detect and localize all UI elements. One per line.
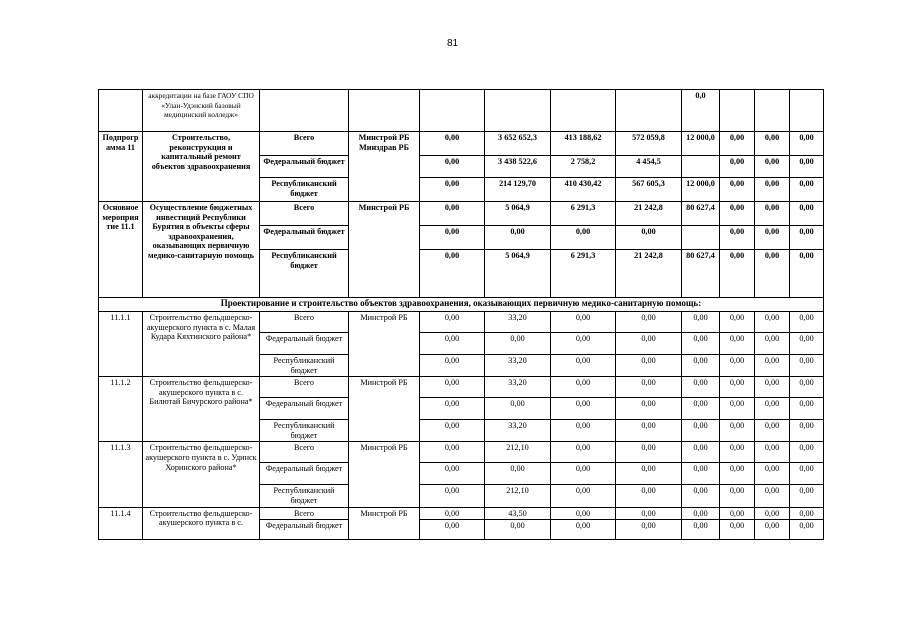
- value-cell: 0,00: [720, 377, 755, 398]
- value-cell: 0,00: [420, 507, 485, 520]
- funding-source: Всего: [260, 442, 349, 463]
- value-cell: 0,00: [720, 485, 755, 507]
- value-cell: 0,00: [720, 442, 755, 463]
- value-cell: 0,00: [720, 463, 755, 485]
- value-cell: 212,10: [485, 485, 551, 507]
- value-cell: 0,00: [420, 485, 485, 507]
- row-code: 11.1.4: [99, 507, 143, 540]
- row-name: Осуществление бюджетных инвестиций Республики Бурятия в объекты сферы здравоохранения, оказывающих первичную медико-санитарную помощь: [143, 202, 260, 298]
- row-executor: Минстрой РБ: [349, 442, 420, 507]
- value-cell: 5 064,9: [485, 250, 551, 298]
- funding-source: Федеральный бюджет: [260, 463, 349, 485]
- funding-source: Республиканский бюджет: [260, 485, 349, 507]
- value-cell: 0,00: [420, 377, 485, 398]
- value-cell: 0,00: [485, 398, 551, 420]
- value-cell: 0,0: [682, 90, 720, 132]
- value-cell: 0,00: [551, 312, 616, 333]
- value-cell: 80 627,4: [682, 250, 720, 298]
- value-cell: 0,00: [720, 333, 755, 355]
- row-code: Основное мероприятие 11.1: [99, 202, 143, 298]
- value-cell: 0,00: [682, 442, 720, 463]
- value-cell: 0,00: [720, 226, 755, 250]
- value-cell: 0,00: [616, 398, 682, 420]
- value-cell: 0,00: [720, 420, 755, 442]
- value-cell: 0,00: [616, 442, 682, 463]
- funding-source: Всего: [260, 507, 349, 520]
- value-cell: 0,00: [720, 156, 755, 178]
- value-cell: 12 000,0: [682, 178, 720, 202]
- value-cell: 0,00: [790, 398, 824, 420]
- value-cell: 0,00: [755, 420, 790, 442]
- row-name: Строительство, реконструкция и капитальный ремонт объектов здравоохранения: [143, 132, 260, 202]
- value-cell: 33,20: [485, 377, 551, 398]
- value-cell: 0,00: [616, 507, 682, 520]
- value-cell: 0,00: [682, 398, 720, 420]
- value-cell: 33,20: [485, 355, 551, 377]
- funding-source: Федеральный бюджет: [260, 226, 349, 250]
- row-code: 11.1.1: [99, 312, 143, 377]
- value-cell: 0,00: [720, 178, 755, 202]
- value-cell: 0,00: [720, 355, 755, 377]
- value-cell: 0,00: [720, 520, 755, 540]
- value-cell: 0,00: [616, 355, 682, 377]
- value-cell: 0,00: [485, 463, 551, 485]
- value-cell: 0,00: [755, 202, 790, 226]
- value-cell: 0,00: [551, 463, 616, 485]
- value-cell: 0,00: [420, 463, 485, 485]
- value-cell: 0,00: [420, 250, 485, 298]
- table-row: [99, 442, 824, 463]
- value-cell: 33,20: [485, 312, 551, 333]
- value-cell: 0,00: [551, 442, 616, 463]
- value-cell: 0,00: [420, 420, 485, 442]
- value-cell: 0,00: [420, 442, 485, 463]
- value-cell: 2 758,2: [551, 156, 616, 178]
- value-cell: 413 188,62: [551, 132, 616, 156]
- value-cell: 0,00: [616, 420, 682, 442]
- value-cell: 0,00: [616, 463, 682, 485]
- value-cell: 0,00: [790, 377, 824, 398]
- value-cell: 212,10: [485, 442, 551, 463]
- value-cell: 21 242,8: [616, 250, 682, 298]
- value-cell: 0,00: [755, 333, 790, 355]
- value-cell: 0,00: [790, 312, 824, 333]
- value-cell: 0,00: [755, 377, 790, 398]
- value-cell: [682, 226, 720, 250]
- funding-source: Республиканский бюджет: [260, 250, 349, 298]
- value-cell: 0,00: [790, 250, 824, 298]
- value-cell: 0,00: [682, 463, 720, 485]
- value-cell: 0,00: [790, 507, 824, 520]
- value-cell: 0,00: [616, 226, 682, 250]
- value-cell: 0,00: [616, 485, 682, 507]
- value-cell: 0,00: [755, 355, 790, 377]
- row-name: Строительство фельдшерско-акушерского пункта в с. Удинск Хоринского района*: [143, 442, 260, 507]
- value-cell: 0,00: [485, 226, 551, 250]
- value-cell: 0,00: [790, 442, 824, 463]
- value-cell: 0,00: [790, 132, 824, 156]
- table-row: [99, 507, 824, 520]
- value-cell: 80 627,4: [682, 202, 720, 226]
- funding-source: Всего: [260, 202, 349, 226]
- value-cell: 0,00: [720, 312, 755, 333]
- value-cell: 0,00: [720, 202, 755, 226]
- value-cell: 572 059,8: [616, 132, 682, 156]
- value-cell: 0,00: [790, 226, 824, 250]
- value-cell: 4 454,5: [616, 156, 682, 178]
- table-row: [99, 312, 824, 333]
- value-cell: 0,00: [485, 520, 551, 540]
- value-cell: 0,00: [616, 520, 682, 540]
- value-cell: 0,00: [755, 398, 790, 420]
- funding-source: Всего: [260, 377, 349, 398]
- value-cell: 410 430,42: [551, 178, 616, 202]
- value-cell: 0,00: [551, 355, 616, 377]
- value-cell: 0,00: [420, 333, 485, 355]
- value-cell: 21 242,8: [616, 202, 682, 226]
- value-cell: 0,00: [755, 132, 790, 156]
- funding-source: Всего: [260, 312, 349, 333]
- value-cell: 0,00: [420, 520, 485, 540]
- table-row: [99, 202, 824, 226]
- row-executor: Минстрой РБ: [349, 377, 420, 442]
- value-cell: 0,00: [790, 355, 824, 377]
- table-row: [99, 132, 824, 156]
- value-cell: 0,00: [682, 520, 720, 540]
- value-cell: 214 129,70: [485, 178, 551, 202]
- value-cell: 0,00: [616, 377, 682, 398]
- value-cell: 0,00: [790, 420, 824, 442]
- value-cell: 0,00: [720, 132, 755, 156]
- value-cell: 0,00: [755, 226, 790, 250]
- value-cell: 0,00: [682, 333, 720, 355]
- value-cell: 0,00: [755, 485, 790, 507]
- funding-source: Федеральный бюджет: [260, 520, 349, 540]
- value-cell: 0,00: [420, 202, 485, 226]
- funding-source: Федеральный бюджет: [260, 156, 349, 178]
- value-cell: 0,00: [616, 333, 682, 355]
- value-cell: 0,00: [755, 463, 790, 485]
- row-code: 11.1.3: [99, 442, 143, 507]
- value-cell: 3 438 522,6: [485, 156, 551, 178]
- value-cell: 0,00: [790, 333, 824, 355]
- value-cell: 43,50: [485, 507, 551, 520]
- funding-source: Федеральный бюджет: [260, 333, 349, 355]
- row-code: Подпрограмма 11: [99, 132, 143, 202]
- value-cell: 0,00: [485, 333, 551, 355]
- value-cell: 0,00: [551, 377, 616, 398]
- table-row: [99, 90, 824, 132]
- value-cell: 6 291,3: [551, 250, 616, 298]
- row-name: Строительство фельдшерско-акушерского пункта в с. Билютай Бичурского района*: [143, 377, 260, 442]
- value-cell: 0,00: [420, 226, 485, 250]
- funding-source: Республиканский бюджет: [260, 178, 349, 202]
- value-cell: 0,00: [720, 398, 755, 420]
- budget-table: [98, 89, 824, 540]
- value-cell: 0,00: [551, 485, 616, 507]
- value-cell: 3 652 652,3: [485, 132, 551, 156]
- table-body: [99, 90, 824, 540]
- value-cell: 0,00: [616, 312, 682, 333]
- value-cell: 0,00: [551, 507, 616, 520]
- value-cell: 0,00: [755, 442, 790, 463]
- section-header: Проектирование и строительство объектов здравоохранения, оказывающих первичную медико-санитарную помощь:: [99, 298, 824, 312]
- value-cell: 0,00: [420, 156, 485, 178]
- value-cell: 33,20: [485, 420, 551, 442]
- value-cell: 0,00: [790, 202, 824, 226]
- funding-source: Всего: [260, 132, 349, 156]
- value-cell: 0,00: [420, 355, 485, 377]
- page-number: 81: [446, 38, 459, 49]
- value-cell: 0,00: [755, 312, 790, 333]
- value-cell: 0,00: [420, 132, 485, 156]
- value-cell: 0,00: [682, 485, 720, 507]
- value-cell: 0,00: [790, 178, 824, 202]
- value-cell: 0,00: [682, 312, 720, 333]
- value-cell: 0,00: [755, 250, 790, 298]
- value-cell: 0,00: [420, 312, 485, 333]
- value-cell: 0,00: [720, 250, 755, 298]
- value-cell: 6 291,3: [551, 202, 616, 226]
- row-executor: Минстрой РБ Минздрав РБ: [349, 132, 420, 202]
- row-code: 11.1.2: [99, 377, 143, 442]
- value-cell: 0,00: [720, 507, 755, 520]
- value-cell: 0,00: [420, 398, 485, 420]
- value-cell: 0,00: [551, 398, 616, 420]
- row-description: аккредитации на базе ГАОУ СПО «Улан-Удэнский базовый медицинский колледж»: [143, 90, 260, 132]
- section-header-row: [99, 298, 824, 312]
- value-cell: 0,00: [755, 156, 790, 178]
- value-cell: 0,00: [790, 156, 824, 178]
- value-cell: 0,00: [790, 485, 824, 507]
- value-cell: 567 605,3: [616, 178, 682, 202]
- row-executor: Минстрой РБ: [349, 312, 420, 377]
- funding-source: Республиканский бюджет: [260, 355, 349, 377]
- value-cell: 0,00: [755, 178, 790, 202]
- value-cell: 0,00: [755, 507, 790, 520]
- value-cell: 0,00: [682, 420, 720, 442]
- value-cell: 0,00: [420, 178, 485, 202]
- value-cell: [682, 156, 720, 178]
- row-name: Строительство фельдшерско-акушерского пункта в с. Малая Кудара Кяхтинского района*: [143, 312, 260, 377]
- value-cell: 0,00: [755, 520, 790, 540]
- value-cell: 5 064,9: [485, 202, 551, 226]
- value-cell: 0,00: [682, 507, 720, 520]
- value-cell: 12 000,0: [682, 132, 720, 156]
- value-cell: 0,00: [551, 226, 616, 250]
- value-cell: 0,00: [790, 520, 824, 540]
- row-executor: Минстрой РБ: [349, 202, 420, 298]
- value-cell: 0,00: [790, 463, 824, 485]
- table-row: [99, 377, 824, 398]
- funding-source: Республиканский бюджет: [260, 420, 349, 442]
- row-name: Строительство фельдшерско-акушерского пункта в с.: [143, 507, 260, 540]
- value-cell: 0,00: [682, 355, 720, 377]
- value-cell: 0,00: [551, 520, 616, 540]
- value-cell: 0,00: [551, 420, 616, 442]
- value-cell: 0,00: [682, 377, 720, 398]
- funding-source: Федеральный бюджет: [260, 398, 349, 420]
- row-executor: Минстрой РБ: [349, 507, 420, 540]
- value-cell: 0,00: [551, 333, 616, 355]
